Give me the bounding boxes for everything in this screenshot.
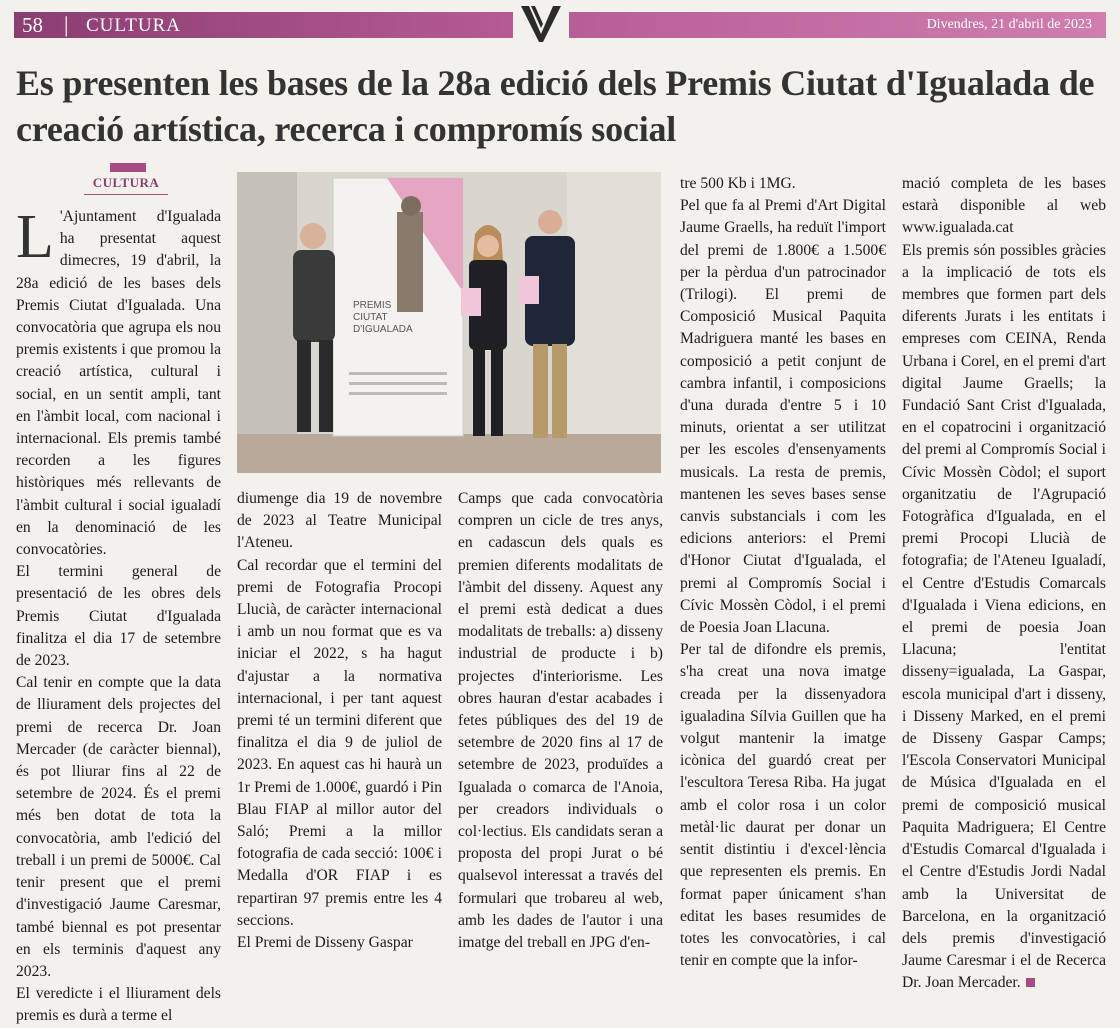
article-paragraph: tre 500 Kb i 1MG. — [680, 175, 796, 192]
kicker-accent-bar — [110, 163, 146, 172]
kicker-underline — [84, 194, 168, 195]
article-paragraph: mació completa de les bases estarà disponible al web www.igualada.cat — [902, 175, 1106, 237]
end-of-article-icon — [1026, 978, 1035, 987]
page-number: 58 — [22, 13, 43, 37]
drop-cap: L — [16, 203, 54, 271]
section-label: CULTURA — [86, 15, 181, 36]
article-paragraph: El termini general de presentació de les obres dels Premis Ciutat d'Igualada finalitza el dia 17 de setembre de 2023. — [16, 563, 221, 670]
article-column-2 — [237, 488, 442, 954]
article-paragraph: Cal tenir en compte que la data de lliurament dels projectes del premi de recerca Dr. Joan Mercader (de caràcter biennal), és pot lliurar fins al 22 de setembre de 2024. És el premi més ben dotat de tota la convocatòria, amb l'edició del treball i un premi de 5000€. Cal tenir present que el premi d'investigació Jaume Caresmar, també biennal es pot presentar en els terminis d'aquest any 2023. — [16, 674, 221, 980]
publication-logo-icon — [513, 4, 569, 46]
article-paragraph: Cal recordar que el termini del premi de Fotografia Procopi Llucià, de caràcter internacional i amb un nou format que es va iniciar el 2022, s ha hagut d'ajustar a la normativa internacional, i per tant aquest premi té un termini diferent que finalitza el dia 9 de juliol de 2023. En aquest cas hi haurà un 1r Premi de 1.000€, guardó i Pin Blau FIAP al millor autor del Saló; Premi a la millor fotografia de cada secció: 100€ i Medalla d'OR FIAP i es repartiran 97 premis entre les 4 seccions. — [237, 556, 442, 929]
article-headline: Es presenten les bases de la 28a edició dels Premis Ciutat d'Igualada de creació artística, recerca i compromís social — [16, 63, 1095, 149]
closing-text: Els premis són possibles gràcies a la implicació de tots els membres que formen part dels diferents Jurats i les entitats i empreses com CEINA, Renda Urbana i Corel, en el premi d'art digital Jaume Graells; la Fundació Sant Crist d'Igualada, en el copatrocini i organització del premi al Compromís Social i Cívic Mossèn Còdol; el suport organitzatiu de l'Agrupació Fotogràfica d'Igualada, en el premi Procopi Llucià de fotografia; de l'Ateneu Igualadí, el Centre d'Estudis Comarcals d'Igualada i Viena edicions, en el premi de poesia Joan Llacuna; l'entitat disseny=igualada, La Gaspar, escola municipal d'art i disseny, i Disseny Marked, en el premi de Disseny Gaspar Camps; l'Escola Conservatori Municipal de Música d'Igualada en el premi de composició musical Paquita Madriguera; El Centre d'Estudis Comarcal d'Igualada i el Centre d'Estudis Jordi Nadal amb la Universitat de Barcelona, en la organització dels premis d'investigació Jaume Caresmar i el de Recerca Dr. Joan Mercader. — [902, 241, 1106, 992]
header-separator: | — [64, 12, 69, 37]
photo-illustration — [237, 172, 661, 473]
article-column-1 — [16, 203, 221, 1028]
article-lead-paragraph — [16, 203, 221, 561]
lead-text: 'Ajuntament d'Igualada ha presentat aquest dimecres, 19 d'abril, la 28a edició de les bases dels Premis Ciutat d'Igualada. Una convocatòria que agrupa els nou premis existents i que promou la creació artística, cultural i social, en un sentit ampli, tant en l'àmbit local, com nacional i internacional. Els premis també recorden a les figures històriques més rellevants de l'àmbit cultural i social igualadí en la denominació de les convocatòries. — [16, 208, 221, 559]
poster-title-1: PREMIS — [353, 300, 392, 311]
article-column-4 — [680, 173, 886, 972]
issue-date: Divendres, 21 d'abril de 2023 — [926, 17, 1092, 32]
article-paragraph: El veredicte i el lliurament dels premis es durà a terme el — [16, 985, 221, 1025]
poster-title-3: D'IGUALADA — [353, 324, 413, 335]
article-paragraph — [902, 240, 1106, 995]
article-column-3 — [458, 488, 663, 954]
article-paragraph: Pel que fa al Premi d'Art Digital Jaume Graells, ha reduït l'import del premi de 1.800€ a 1.500€ per la pèrdua d'un patrocinador (Trilogi). El premi de Composició Musical Paquita Madriguera manté les bases en composició a petit conjunt de cambra infantil, i composicions d'una durada d'entre 5 i 10 minuts, orientat a ser utilitzat per les escoles d'ensenyaments musicals. La resta de premis, mantenen les seves bases sense canvis substancials i com les edicions anteriors: el Premi d'Honor Ciutat d'Igualada, el premi al Compromís Social i Cívic Mossèn Còdol, i el premi de Poesia Joan Llacuna. — [680, 197, 886, 637]
article-paragraph: diumenge dia 19 de novembre de 2023 al Teatre Municipal l'Ateneu. — [237, 490, 442, 552]
article-paragraph: Per tal de difondre els premis, s'ha creat una nova imatge creada per la dissenyadora igualadina Sílvia Guillen que ha volgut mantenir la imatge icònica del guardó creat per l'escultora Teresa Riba. Ha jugat amb el color rosa i un color metàl·lic daurat per donar un sentit distintiu i d'excel·lència que representen els premis. En format paper únicament s'han editat les bases resumides de totes les convocatòries, i cal tenir en compte que la infor- — [680, 641, 886, 970]
article-paragraph: El Premi de Disseny Gaspar — [237, 934, 413, 952]
article-column-5 — [902, 173, 1106, 995]
kicker-label: CULTURA — [92, 175, 160, 190]
article-photo — [237, 172, 661, 473]
article-paragraph: Camps que cada convocatòria compren un cicle de tres anys, en cadascun dels quals es premien diferents modalitats de l'àmbit del disseny. Aquest any el premi està dedicat a dues modalitats de treballs: a) disseny industrial de producte i b) projectes d'interiorisme. Les obres hauran d'estar acabades i fetes públiques des del 19 de setembre de 2020 fins al 17 de setembre de 2023, produïdes a Igualada o comarca de l'Anoia, per creadors individuals o col·lectius. Els candidats seran a proposta del propi Jurat o bé qualsevol interessat a través del formulari que trobareu al web, amb les dades de l'autor i una imatge del treball en JPG d'en- — [458, 490, 663, 952]
poster-title-2: CIUTAT — [353, 312, 388, 323]
